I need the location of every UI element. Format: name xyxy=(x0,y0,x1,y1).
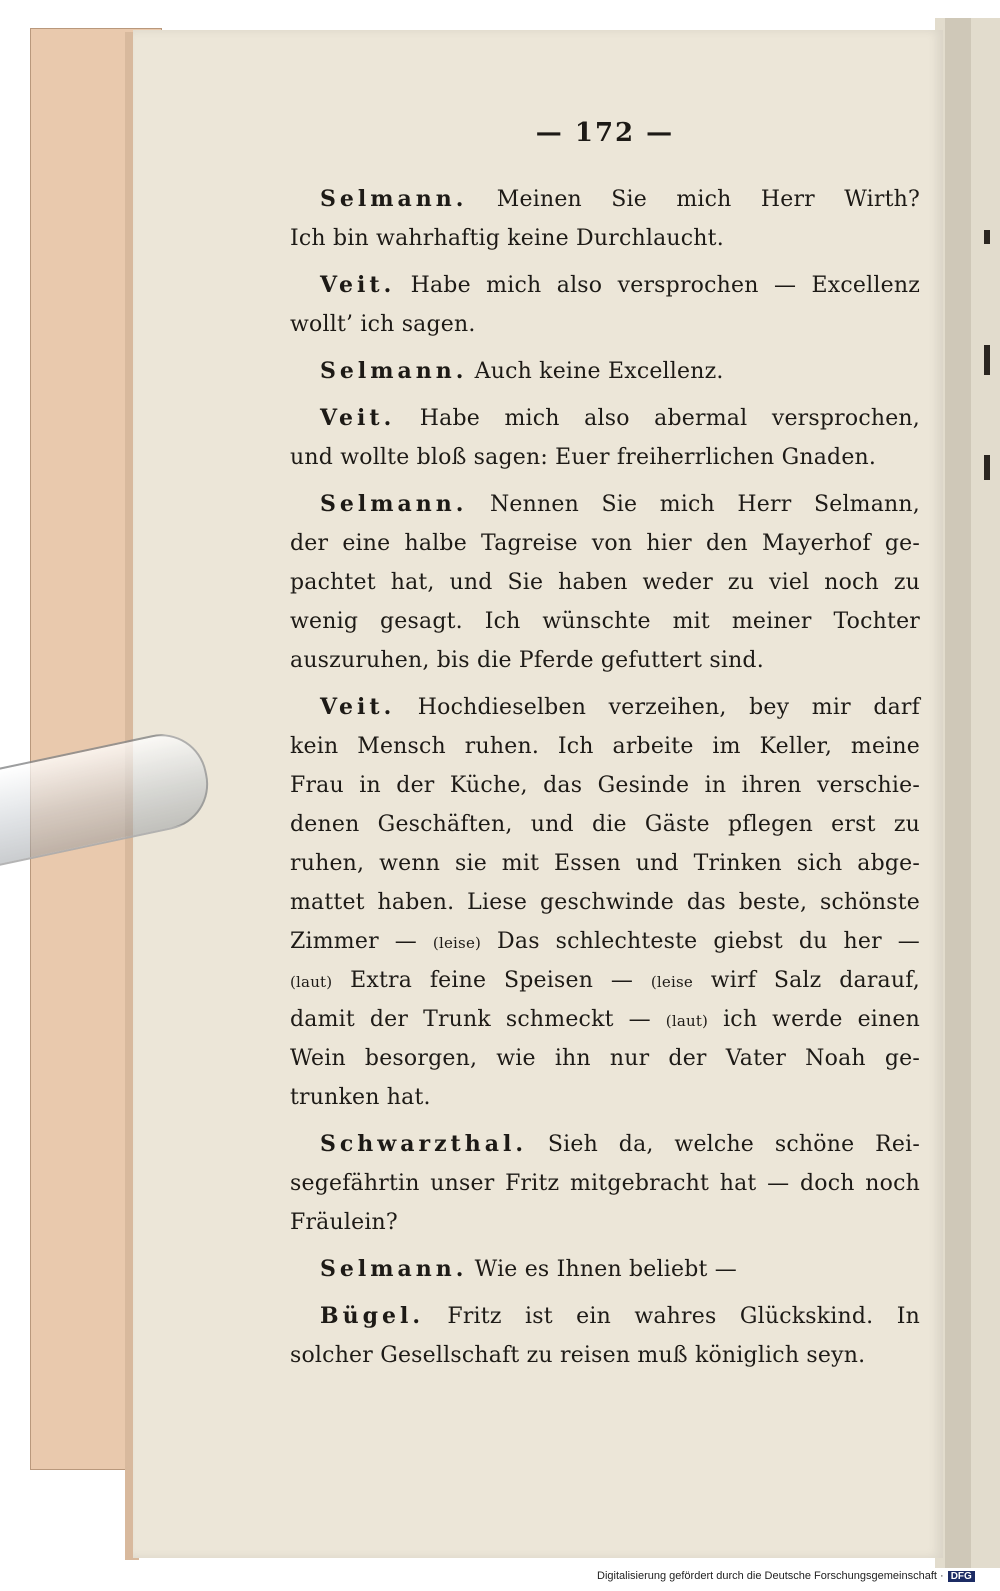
next-page-glyph xyxy=(984,345,990,375)
text-line xyxy=(290,438,920,477)
dialogue-text: Fritz ist ein wahres Glückskind. In xyxy=(447,1304,920,1329)
dialogue-text: trunken hat. xyxy=(290,1085,431,1110)
paragraph-gap xyxy=(290,680,920,688)
text-line xyxy=(290,1125,920,1164)
paragraphs xyxy=(290,180,920,1375)
text-line xyxy=(290,641,920,680)
dialogue-text: damit der Trunk schmeckt — xyxy=(290,1007,666,1032)
speaker-name: Veit. xyxy=(320,694,396,720)
dialogue-text: kein Mensch ruhen. Ich arbeite im Keller, meine xyxy=(290,734,920,759)
text-line xyxy=(290,844,920,883)
dialogue-text: Frau in der Küche, das Gesinde in ihren verschie- xyxy=(290,773,920,798)
dialogue-text: Das schlechteste giebst du her — xyxy=(481,929,920,954)
text-line xyxy=(290,602,920,641)
page-text xyxy=(290,118,920,1375)
paragraph-gap xyxy=(290,1289,920,1297)
text-line xyxy=(290,485,920,524)
text-line xyxy=(290,883,920,922)
text-line xyxy=(290,1297,920,1336)
dialogue-text: ich werde einen xyxy=(708,1007,920,1032)
dialogue-text: Extra feine Speisen — xyxy=(332,968,651,993)
paragraph-gap xyxy=(290,344,920,352)
dfg-logo: DFG xyxy=(948,1571,975,1582)
dialogue-text: auszuruhen, bis die Pferde gefuttert sind. xyxy=(290,648,764,673)
text-line xyxy=(290,399,920,438)
text-line xyxy=(290,524,920,563)
dialogue-text: Ich bin wahrhaftig keine Durchlaucht. xyxy=(290,226,724,251)
dialogue-text: Nennen Sie mich Herr Selmann, xyxy=(489,492,920,517)
text-line xyxy=(290,805,920,844)
text-line xyxy=(290,961,920,1000)
text-line xyxy=(290,922,920,961)
dialogue-text: Wein besorgen, wie ihn nur der Vater Noah ge- xyxy=(290,1046,920,1071)
text-line xyxy=(290,1164,920,1203)
speaker-name: Veit. xyxy=(320,272,396,298)
dialogue-text: ruhen, wenn sie mit Essen und Trinken sich abge- xyxy=(290,851,920,876)
text-line xyxy=(290,727,920,766)
speaker-name: Selmann. xyxy=(320,358,468,384)
dialogue-text: wenig gesagt. Ich wünschte mit meiner Tochter xyxy=(290,609,920,634)
text-line xyxy=(290,266,920,305)
paragraph-gap xyxy=(290,1117,920,1125)
dialogue-text: wirf Salz darauf, xyxy=(692,968,920,993)
dialogue-text: Wie es Ihnen beliebt — xyxy=(474,1257,737,1282)
speaker-name: Veit. xyxy=(320,405,396,431)
text-line xyxy=(290,219,920,258)
dialogue-text: Fräulein? xyxy=(290,1210,398,1235)
speaker-name: Selmann. xyxy=(320,1256,468,1282)
paragraph-gap xyxy=(290,258,920,266)
text-line xyxy=(290,1078,920,1117)
page-number: — 172 — xyxy=(535,118,675,148)
dialogue-text: wollt’ ich sagen. xyxy=(290,312,476,337)
text-line xyxy=(290,1039,920,1078)
text-line xyxy=(290,1000,920,1039)
dialogue-text: Habe mich also abermal versprochen, xyxy=(419,406,920,431)
stage-direction: (leise xyxy=(650,973,693,991)
text-line xyxy=(290,180,920,219)
next-page-glyph xyxy=(984,230,990,244)
dialogue-text: Hochdieselben verzeihen, bey mir darf xyxy=(417,695,920,720)
dialogue-text: Meinen Sie mich Herr Wirth? xyxy=(496,187,920,212)
credit-text: Digitalisierung gefördert durch die Deutsche Forschungsgemeinschaft · xyxy=(597,1570,944,1582)
page-gutter-shadow xyxy=(945,18,971,1568)
speaker-name: Schwarzthal. xyxy=(320,1131,527,1157)
text-line xyxy=(290,1203,920,1242)
dialogue-text: der eine halbe Tagreise von hier den Mayerhof ge- xyxy=(290,531,920,556)
stage-direction: (laut) xyxy=(290,973,333,991)
dialogue-text: solcher Gesellschaft zu reisen muß königlich seyn. xyxy=(290,1343,866,1368)
speaker-name: Selmann. xyxy=(320,491,468,517)
text-line xyxy=(290,352,920,391)
text-line xyxy=(290,1250,920,1289)
dialogue-text: und wollte bloß sagen: Euer freiherrlichen Gnaden. xyxy=(290,445,877,470)
text-line xyxy=(290,1336,920,1375)
speaker-name: Selmann. xyxy=(320,186,468,212)
stage-direction: (leise) xyxy=(432,934,482,952)
text-line xyxy=(290,563,920,602)
next-page-glyph xyxy=(984,455,990,480)
dialogue-text: Habe mich also versprochen — Excellenz xyxy=(410,273,920,298)
text-line xyxy=(290,688,920,727)
dialogue-text: Sieh da, welche schöne Rei- xyxy=(547,1132,920,1157)
paragraph-gap xyxy=(290,1242,920,1250)
stage-direction: (laut) xyxy=(665,1012,709,1030)
text-line xyxy=(290,766,920,805)
dialogue-text: mattet haben. Liese geschwinde das beste, schönste xyxy=(290,890,920,915)
paragraph-gap xyxy=(290,391,920,399)
dialogue-text: denen Geschäften, und die Gäste pflegen erst zu xyxy=(290,812,920,837)
dialogue-text: Auch keine Excellenz. xyxy=(474,359,724,384)
dialogue-text: pachtet hat, und Sie haben weder zu viel noch zu xyxy=(290,570,920,595)
text-line xyxy=(290,305,920,344)
dialogue-text: segefährtin unser Fritz mitgebracht hat — doch noch xyxy=(290,1171,920,1196)
speaker-name: Bügel. xyxy=(320,1303,424,1329)
dialogue-text: Zimmer — xyxy=(290,929,433,954)
digitization-credit xyxy=(597,1570,975,1582)
paragraph-gap xyxy=(290,477,920,485)
